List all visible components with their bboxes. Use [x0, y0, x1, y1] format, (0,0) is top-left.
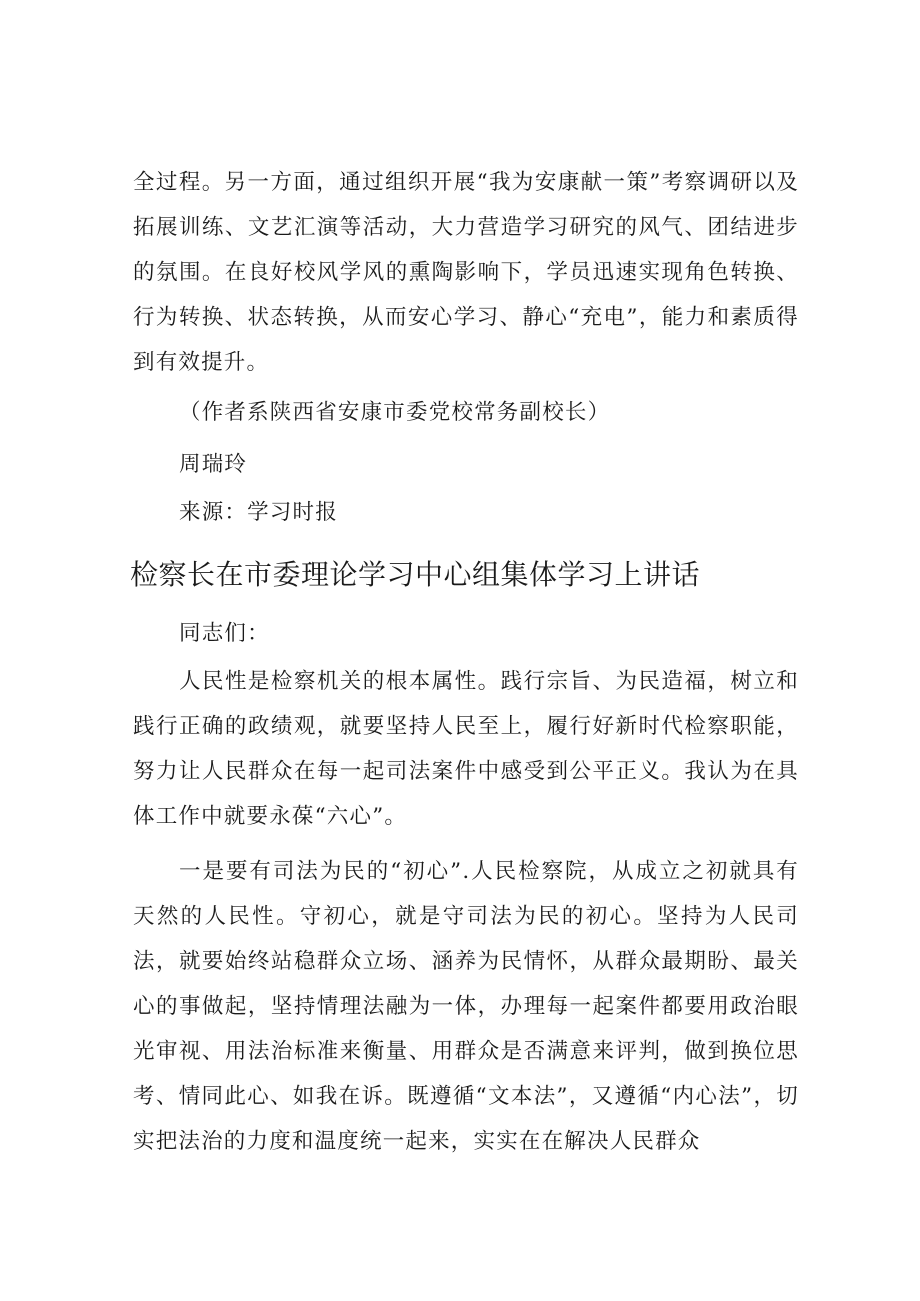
author-name: 周瑞玲	[179, 452, 248, 477]
author-note: （作者系陕西省安康市委党校常务副校长）	[179, 400, 611, 425]
previous-article-closing-paragraph: 全过程。另一方面，通过组织开展“我为安康献一策”考察调研以及拓展训练、文艺汇演等活动，大力营造学习研究的风气、团结进步的氛围。在良好校风学风的熏陶影响下，学员迅速实现角色转换、行为转换、状态转换，从而安心学习、静心“充电”，能力和素质得到有效提升。	[133, 170, 799, 375]
salutation: 同志们：	[179, 621, 270, 646]
article-title: 检察长在市委理论学习中心组集体学习上讲话	[130, 558, 701, 591]
body-paragraph-2: 一是要有司法为民的“初心”.人民检察院，从成立之初就具有天然的人民性。守初心，就是守司法为民的初心。坚持为人民司法，就要始终站稳群众立场、涵养为民情怀，从群众最期盼、最关心的事做起，坚持情理法融为一体，办理每一起案件都要用政治眼光审视、用法治标准来衡量、用群众是否满意来评判，做到换位思考、情同此心、如我在诉。既遵循“文本法”，又遵循“内心法”，切实把法治的力度和温度统一起来，实实在在解决人民群众	[133, 859, 799, 1154]
document-page	[130, 160, 799, 1164]
body-paragraph-1: 人民性是检察机关的根本属性。践行宗旨、为民造福，树立和践行正确的政绩观，就要坚持人民至上，履行好新时代检察职能，努力让人民群众在每一起司法案件中感受到公平正义。我认为在具体工作中就要永葆“六心”。	[133, 669, 799, 829]
article-source: 来源：学习时报	[179, 500, 338, 525]
